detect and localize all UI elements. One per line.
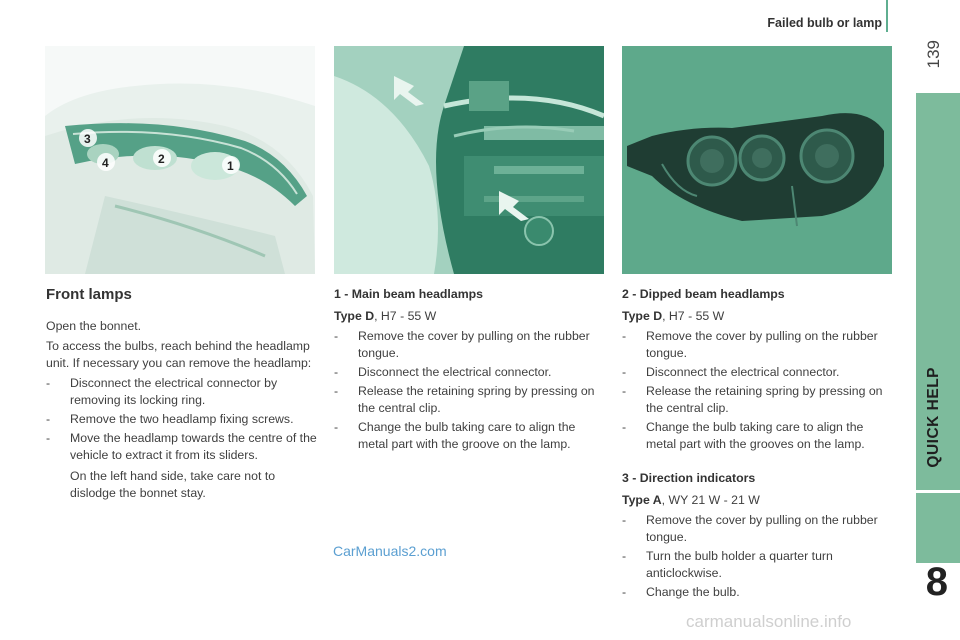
- list-item: - Disconnect the electrical connector by removing its locking ring.: [46, 376, 278, 407]
- callout-number-1: [222, 156, 240, 174]
- watermark-carmanuals2: CarManuals2.com: [333, 543, 447, 559]
- list-item: - Disconnect the electrical connector.: [334, 365, 552, 379]
- front-lamps-column: [46, 284, 318, 502]
- list-item: - Remove the cover by pulling on the rubber tongue.: [622, 513, 878, 544]
- section-title: Front lamps: [46, 286, 132, 303]
- chapter-side-tab: [916, 93, 960, 563]
- dipped-beam-heading: 2 - Dipped beam headlamps: [622, 287, 785, 301]
- side-tab-label: QUICK HELP: [925, 367, 942, 468]
- list-item: - Disconnect the electrical connector.: [622, 365, 840, 379]
- main-beam-heading: 1 - Main beam headlamps: [334, 287, 483, 301]
- dipped-beam-column: [622, 284, 894, 603]
- list-item: - Remove the cover by pulling on the rubber tongue.: [622, 329, 878, 360]
- intro-paragraph: Open the bonnet.: [46, 319, 142, 333]
- engine-bay-illustration: [334, 46, 604, 274]
- callout-number-4: [97, 153, 115, 171]
- bulb-type-line: Type A, WY 21 W - 21 W: [622, 493, 760, 507]
- bulb-type-line: Type D, H7 - 55 W: [334, 309, 437, 323]
- list-item: - Move the headlamp towards the centre of the vehicle to extract it from its sliders.: [46, 431, 317, 462]
- callout-number-3: [79, 129, 97, 147]
- list-item: - Remove the two headlamp fixing screws.: [46, 412, 294, 426]
- main-beam-column: [334, 284, 606, 455]
- list-item: - Change the bulb.: [622, 585, 740, 599]
- list-item: - Change the bulb taking care to align the metal part with the groove on the lamp.: [334, 420, 576, 451]
- engine-bay-photo: [334, 46, 604, 274]
- headlamp-photo: [45, 46, 315, 274]
- bonnet-stay-note: On the left hand side, take care not to dislodge the bonnet stay.: [70, 469, 276, 500]
- watermark-carmanualsonline: carmanualsonline.info: [686, 612, 852, 631]
- svg-text:3: 3: [84, 132, 91, 146]
- list-item: - Turn the bulb holder a quarter turn anticlockwise.: [622, 549, 833, 580]
- svg-text:2: 2: [158, 152, 165, 166]
- headlamp-unit-photo: [622, 46, 892, 274]
- svg-text:4: 4: [102, 156, 109, 170]
- page-number: 139: [924, 40, 943, 69]
- access-paragraph: To access the bulbs, reach behind the headlamp unit. If necessary you can remove the headlamp:: [46, 339, 312, 370]
- section-header-title: Failed bulb or lamp: [767, 16, 882, 30]
- callout-number-2: [153, 149, 171, 167]
- list-item: - Remove the cover by pulling on the rubber tongue.: [334, 329, 590, 360]
- side-tab-divider: [916, 490, 960, 493]
- list-item: - Change the bulb taking care to align the metal part with the grooves on the lamp.: [622, 420, 865, 451]
- headlamp-illustration: [45, 46, 315, 274]
- direction-indicators-heading: 3 - Direction indicators: [622, 471, 756, 485]
- list-item: - Release the retaining spring by pressing on the central clip.: [334, 384, 595, 415]
- svg-text:1: 1: [227, 159, 234, 173]
- headlamp-unit-illustration: [622, 46, 892, 274]
- chapter-number: 8: [925, 560, 948, 604]
- list-item: - Release the retaining spring by pressing on the central clip.: [622, 384, 883, 415]
- header-divider: [886, 0, 888, 32]
- bulb-type-line: Type D, H7 - 55 W: [622, 309, 725, 323]
